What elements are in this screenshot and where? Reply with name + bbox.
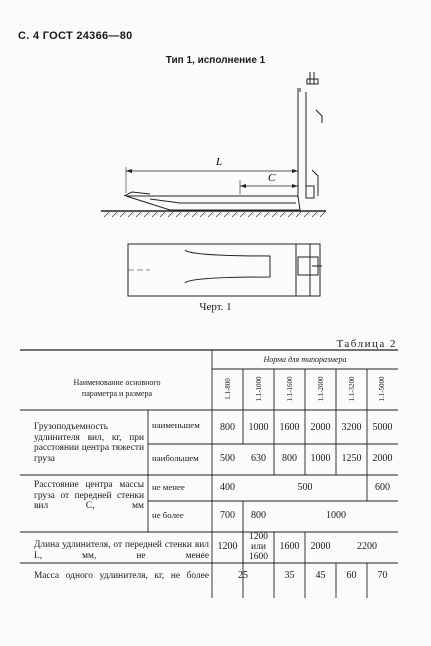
- param-header: Наименование основного параметра и размера: [73, 378, 161, 398]
- row-mass-name: Масса одного удлинителя, кг, не более: [34, 571, 209, 581]
- cell-value: 630: [251, 453, 266, 464]
- cell-value: 45: [315, 570, 326, 581]
- figure-title: Тип 1, исполнение 1: [165, 55, 266, 66]
- dim-label-C: C: [268, 172, 276, 184]
- cell-value: 500: [297, 482, 313, 493]
- norm-header: Норма для типоразмера: [263, 355, 347, 364]
- dim-label-L: L: [216, 156, 223, 168]
- figure-caption: Черт. 1: [199, 301, 232, 313]
- cell-value: 2000: [310, 541, 331, 552]
- row-capacity-name: Грузоподъемность удлинителя вил, кг, при расстоянии центра тяжести груза: [34, 422, 144, 464]
- cell-value: 400: [220, 482, 235, 493]
- cell-value: 35: [284, 570, 295, 581]
- page-header: С. 4 ГОСТ 24366—80: [18, 30, 133, 42]
- cell-value: 5000: [372, 422, 393, 433]
- cell-value: 1600: [279, 541, 300, 552]
- cell-value: 1250: [341, 453, 362, 464]
- cell-value: 1000: [326, 510, 346, 521]
- row-distance-name: Расстояние центра массы груза от передней стенки вил С, мм: [34, 480, 144, 512]
- row-capacity-sub-max: наибольшем: [152, 453, 199, 463]
- cell-value: 1600: [279, 422, 300, 433]
- row-distance-sub-min: не менее: [152, 482, 185, 492]
- cell-value: 600: [375, 482, 390, 493]
- cell-value: 800: [282, 453, 297, 464]
- row-length-name: Длина удлинителя, от передней стенки вил L, мм, не менее: [34, 540, 209, 561]
- cell-value: 2200: [357, 541, 377, 552]
- cell-value: 800: [220, 422, 235, 433]
- cell-value: 3200: [341, 422, 362, 433]
- cell-value: 2000: [310, 422, 331, 433]
- cell-value: 70: [377, 570, 388, 581]
- cell-value: 700: [220, 510, 235, 521]
- row-capacity-sub-min: наименьшем: [152, 420, 200, 430]
- cell-value: 1000: [248, 422, 269, 433]
- cell-value: 2000: [372, 453, 393, 464]
- table-caption: Таблица 2: [336, 338, 397, 350]
- cell-value: 800: [251, 510, 266, 521]
- row-distance-sub-max: не более: [152, 510, 184, 520]
- cell-value: 1000: [310, 453, 331, 464]
- cell-value: 1200 или 1600: [249, 532, 268, 563]
- cell-value: 500: [220, 453, 235, 464]
- cell-value: 60: [346, 570, 357, 581]
- cell-value: 1200: [217, 541, 238, 552]
- cell-value: 25: [238, 570, 248, 581]
